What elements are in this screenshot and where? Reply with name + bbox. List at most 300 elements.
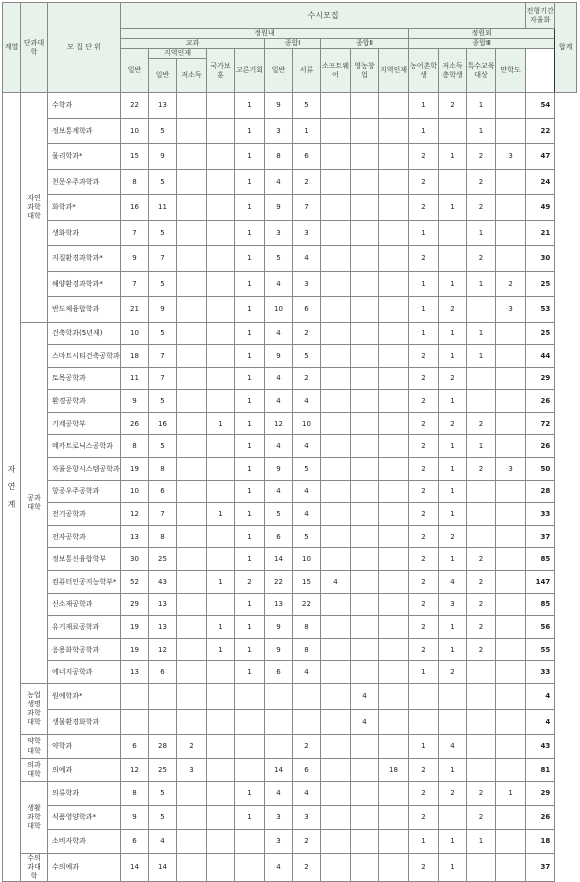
quota-cell: 1 [496, 781, 526, 805]
quota-cell [177, 246, 207, 272]
quota-cell: 2 [409, 367, 439, 390]
header-in-quota: 정원내 [121, 29, 409, 39]
quota-cell: 2 [496, 271, 526, 297]
quota-cell [351, 195, 379, 221]
table-row [3, 684, 577, 710]
quota-cell [409, 684, 439, 710]
quota-cell: 5 [293, 345, 321, 368]
total-cell: 29 [526, 367, 555, 390]
quota-cell: 19 [121, 616, 149, 639]
quota-cell: 1 [235, 367, 265, 390]
quota-cell: 1 [439, 435, 467, 458]
quota-cell: 1 [235, 144, 265, 170]
table-row [3, 525, 577, 548]
quota-cell: 30 [121, 548, 149, 571]
college-cell [21, 781, 48, 853]
quota-cell: 11 [149, 195, 177, 221]
quota-cell: 13 [121, 525, 149, 548]
total-cell: 28 [526, 480, 555, 503]
quota-cell: 22 [121, 93, 149, 119]
table-row [3, 709, 577, 735]
quota-cell: 3 [496, 144, 526, 170]
quota-cell [207, 805, 235, 829]
quota-cell: 2 [409, 853, 439, 881]
unit-name: 건축학과(5년제) [48, 322, 121, 345]
quota-cell [351, 458, 379, 481]
quota-cell: 9 [121, 246, 149, 272]
quota-cell [177, 525, 207, 548]
quota-cell: 5 [149, 322, 177, 345]
quota-cell: 1 [439, 195, 467, 221]
quota-cell [379, 684, 409, 710]
quota-cell: 2 [467, 169, 496, 195]
quota-cell [379, 525, 409, 548]
quota-cell [351, 548, 379, 571]
quota-cell: 2 [439, 367, 467, 390]
quota-cell [379, 297, 409, 323]
table-row [3, 169, 577, 195]
header-comp2: 종합Ⅱ [321, 39, 409, 49]
total-cell: 50 [526, 458, 555, 481]
quota-cell [379, 390, 409, 413]
table-row [3, 144, 577, 170]
quota-cell [177, 271, 207, 297]
quota-cell [207, 709, 235, 735]
college-cell [21, 853, 48, 881]
quota-cell: 1 [235, 435, 265, 458]
quota-cell: 6 [149, 480, 177, 503]
quota-cell: 1 [235, 169, 265, 195]
header-whole-year: 전형기간 자율화 [526, 3, 555, 29]
quota-cell: 25 [149, 548, 177, 571]
col-header: 일반 [121, 49, 149, 93]
admissions-table [2, 2, 577, 882]
unit-name: 기계공학부 [48, 412, 121, 435]
quota-cell: 15 [121, 144, 149, 170]
quota-cell [177, 390, 207, 413]
quota-cell [177, 93, 207, 119]
quota-cell: 3 [293, 220, 321, 246]
college-cell [21, 322, 48, 684]
quota-cell: 26 [121, 412, 149, 435]
total-cell: 37 [526, 525, 555, 548]
table-row [3, 616, 577, 639]
table-row [3, 548, 577, 571]
quota-cell: 5 [149, 271, 177, 297]
quota-cell [379, 144, 409, 170]
quota-cell [379, 480, 409, 503]
quota-cell [351, 93, 379, 119]
unit-name: 소비자학과 [48, 829, 121, 853]
unit-name: 자율운항시스템공학과 [48, 458, 121, 481]
col-header: 소프트웨어 [321, 49, 351, 93]
quota-cell [496, 684, 526, 710]
quota-cell: 4 [351, 684, 379, 710]
quota-cell: 2 [409, 246, 439, 272]
unit-name: 천문우주과학과 [48, 169, 121, 195]
quota-cell [379, 458, 409, 481]
quota-cell [177, 322, 207, 345]
quota-cell [321, 195, 351, 221]
total-cell: 54 [526, 93, 555, 119]
quota-cell: 3 [177, 759, 207, 782]
quota-cell: 5 [149, 435, 177, 458]
quota-cell [321, 271, 351, 297]
table-row [3, 93, 577, 119]
unit-name: 의예과 [48, 759, 121, 782]
total-cell: 33 [526, 661, 555, 684]
quota-cell [496, 709, 526, 735]
unit-name: 신소재공학과 [48, 593, 121, 616]
quota-cell [321, 684, 351, 710]
quota-cell [149, 709, 177, 735]
quota-cell [351, 271, 379, 297]
quota-cell [177, 829, 207, 853]
quota-cell: 1 [467, 829, 496, 853]
quota-cell [496, 246, 526, 272]
quota-cell [207, 390, 235, 413]
quota-cell [496, 118, 526, 144]
quota-cell: 1 [235, 548, 265, 571]
quota-cell: 2 [439, 297, 467, 323]
quota-cell: 9 [149, 144, 177, 170]
quota-cell: 10 [121, 322, 149, 345]
quota-cell: 13 [149, 593, 177, 616]
quota-cell [351, 220, 379, 246]
quota-cell: 5 [149, 781, 177, 805]
quota-cell: 12 [121, 503, 149, 526]
quota-cell: 5 [149, 805, 177, 829]
quota-cell [293, 709, 321, 735]
quota-cell: 13 [265, 593, 293, 616]
quota-cell: 4 [351, 709, 379, 735]
quota-cell: 3 [496, 458, 526, 481]
quota-cell: 2 [467, 548, 496, 571]
quota-cell: 1 [235, 412, 265, 435]
col-header: 고른기회 [235, 49, 265, 93]
quota-cell: 2 [409, 458, 439, 481]
unit-name: 수의예과 [48, 853, 121, 881]
quota-cell [177, 435, 207, 458]
quota-cell [379, 805, 409, 829]
quota-cell: 2 [409, 195, 439, 221]
quota-cell [207, 759, 235, 782]
quota-cell [207, 829, 235, 853]
quota-cell: 2 [235, 571, 265, 594]
quota-cell [207, 525, 235, 548]
quota-cell [351, 169, 379, 195]
table-row [3, 458, 577, 481]
quota-cell [235, 684, 265, 710]
quota-cell [351, 246, 379, 272]
quota-cell: 16 [149, 412, 177, 435]
quota-cell [351, 593, 379, 616]
unit-name: 스마트시티건축공학과 [48, 345, 121, 368]
quota-cell: 1 [409, 220, 439, 246]
quota-cell [496, 661, 526, 684]
quota-cell [177, 412, 207, 435]
quota-cell [467, 853, 496, 881]
total-cell: 53 [526, 297, 555, 323]
quota-cell [351, 367, 379, 390]
quota-cell [149, 684, 177, 710]
table-row [3, 246, 577, 272]
quota-cell: 6 [149, 661, 177, 684]
quota-cell: 5 [293, 525, 321, 548]
quota-cell: 1 [235, 345, 265, 368]
quota-cell: 2 [439, 93, 467, 119]
quota-cell: 1 [235, 458, 265, 481]
quota-cell [207, 93, 235, 119]
quota-cell [265, 709, 293, 735]
quota-cell [321, 781, 351, 805]
unit-name: 약학과 [48, 735, 121, 759]
quota-cell [321, 735, 351, 759]
total-cell: 47 [526, 144, 555, 170]
quota-cell [321, 829, 351, 853]
quota-cell: 2 [409, 781, 439, 805]
college-cell [21, 759, 48, 782]
quota-cell: 1 [235, 503, 265, 526]
quota-cell [351, 735, 379, 759]
quota-cell: 1 [409, 297, 439, 323]
quota-cell: 1 [235, 322, 265, 345]
quota-cell: 1 [235, 638, 265, 661]
quota-cell [351, 525, 379, 548]
quota-cell: 2 [293, 169, 321, 195]
quota-cell [177, 638, 207, 661]
quota-cell: 1 [439, 480, 467, 503]
total-cell: 85 [526, 593, 555, 616]
quota-cell: 7 [149, 367, 177, 390]
unit-name: 원예학과* [48, 684, 121, 710]
quota-cell: 6 [265, 525, 293, 548]
header-comp1: 종합Ⅰ [265, 39, 321, 49]
quota-cell [177, 781, 207, 805]
quota-cell [496, 805, 526, 829]
quota-cell [321, 93, 351, 119]
total-cell: 25 [526, 271, 555, 297]
quota-cell [177, 616, 207, 639]
quota-cell: 1 [409, 271, 439, 297]
quota-cell [351, 390, 379, 413]
quota-cell: 2 [467, 638, 496, 661]
quota-cell [321, 458, 351, 481]
quota-cell: 52 [121, 571, 149, 594]
quota-cell: 1 [235, 616, 265, 639]
quota-cell: 25 [149, 759, 177, 782]
quota-cell [207, 169, 235, 195]
quota-cell: 1 [467, 322, 496, 345]
total-cell: 22 [526, 118, 555, 144]
total-cell: 33 [526, 503, 555, 526]
quota-cell [496, 435, 526, 458]
table-row [3, 638, 577, 661]
unit-name: 환경공학과 [48, 390, 121, 413]
quota-cell: 5 [149, 390, 177, 413]
quota-cell [177, 169, 207, 195]
table-row [3, 367, 577, 390]
quota-cell [177, 805, 207, 829]
quota-cell: 1 [207, 412, 235, 435]
quota-cell: 4 [439, 571, 467, 594]
quota-cell [379, 571, 409, 594]
quota-cell [321, 525, 351, 548]
quota-cell [496, 616, 526, 639]
college-cell [21, 735, 48, 759]
quota-cell [439, 684, 467, 710]
quota-cell [177, 367, 207, 390]
quota-cell: 8 [293, 616, 321, 639]
quota-cell [177, 195, 207, 221]
quota-cell: 2 [409, 548, 439, 571]
total-cell: 26 [526, 390, 555, 413]
quota-cell [467, 525, 496, 548]
col-header: 영농창업 [351, 49, 379, 93]
table-row [3, 571, 577, 594]
table-row [3, 195, 577, 221]
quota-cell [321, 246, 351, 272]
total-cell: 25 [526, 322, 555, 345]
col-header: 농어촌학생 [409, 49, 439, 93]
quota-cell: 4 [439, 735, 467, 759]
quota-cell [207, 781, 235, 805]
quota-cell: 19 [121, 458, 149, 481]
quota-cell [265, 684, 293, 710]
table-row [3, 412, 577, 435]
quota-cell [496, 548, 526, 571]
total-cell: 30 [526, 246, 555, 272]
quota-cell [351, 829, 379, 853]
quota-cell [496, 735, 526, 759]
quota-cell: 1 [293, 118, 321, 144]
quota-cell: 5 [149, 118, 177, 144]
quota-cell: 4 [293, 480, 321, 503]
unit-name: 수학과 [48, 93, 121, 119]
unit-name: 메카트로닉스공학과 [48, 435, 121, 458]
quota-cell [467, 367, 496, 390]
col-header: 저소득층학생 [439, 49, 467, 93]
col-header: 지역인재 [379, 49, 409, 93]
quota-cell: 2 [467, 144, 496, 170]
quota-cell: 1 [439, 390, 467, 413]
table-row [3, 322, 577, 345]
quota-cell [379, 435, 409, 458]
quota-cell [321, 118, 351, 144]
quota-cell: 6 [121, 829, 149, 853]
quota-cell [496, 93, 526, 119]
quota-cell: 2 [409, 390, 439, 413]
quota-cell [351, 503, 379, 526]
quota-cell [496, 480, 526, 503]
table-row [3, 480, 577, 503]
quota-cell: 7 [121, 271, 149, 297]
quota-cell [439, 709, 467, 735]
quota-cell [496, 525, 526, 548]
quota-cell [177, 571, 207, 594]
quota-cell [379, 169, 409, 195]
quota-cell: 2 [177, 735, 207, 759]
college-cell [21, 684, 48, 735]
quota-cell [379, 735, 409, 759]
total-cell: 72 [526, 412, 555, 435]
quota-cell [379, 853, 409, 881]
quota-cell [467, 759, 496, 782]
quota-cell: 4 [265, 390, 293, 413]
quota-cell [207, 435, 235, 458]
quota-cell: 4 [149, 829, 177, 853]
field-label: 자 연 계 [7, 464, 16, 509]
quota-cell [496, 345, 526, 368]
quota-cell: 12 [149, 638, 177, 661]
unit-name: 생화학과 [48, 220, 121, 246]
quota-cell [467, 709, 496, 735]
quota-cell [235, 759, 265, 782]
quota-cell [467, 661, 496, 684]
quota-cell: 2 [409, 169, 439, 195]
quota-cell [351, 345, 379, 368]
quota-cell: 1 [235, 390, 265, 413]
quota-cell [379, 322, 409, 345]
quota-cell: 1 [235, 297, 265, 323]
quota-cell: 7 [149, 246, 177, 272]
quota-cell [207, 297, 235, 323]
header-regional: 지역인재 [149, 49, 207, 59]
col-header: 만학도 [496, 49, 526, 93]
quota-cell: 4 [321, 571, 351, 594]
quota-cell [351, 571, 379, 594]
quota-cell [379, 195, 409, 221]
quota-cell [379, 412, 409, 435]
quota-cell: 21 [121, 297, 149, 323]
college-cell [21, 93, 48, 323]
quota-cell: 2 [439, 525, 467, 548]
quota-cell: 22 [293, 593, 321, 616]
quota-cell: 4 [265, 271, 293, 297]
quota-cell: 13 [149, 93, 177, 119]
header-subject: 교과 [121, 39, 265, 49]
quota-cell [379, 367, 409, 390]
quota-cell: 5 [265, 503, 293, 526]
total-cell: 26 [526, 435, 555, 458]
quota-cell: 3 [265, 829, 293, 853]
quota-cell [207, 322, 235, 345]
quota-cell [321, 435, 351, 458]
quota-cell [207, 458, 235, 481]
quota-cell [467, 684, 496, 710]
college-label: 농업생명과학대학 [27, 690, 41, 727]
quota-cell [321, 709, 351, 735]
quota-cell [207, 367, 235, 390]
quota-cell: 9 [265, 195, 293, 221]
quota-cell: 2 [409, 480, 439, 503]
quota-cell [467, 390, 496, 413]
quota-cell: 9 [265, 616, 293, 639]
quota-cell: 1 [235, 525, 265, 548]
quota-cell [379, 503, 409, 526]
quota-cell: 2 [409, 503, 439, 526]
quota-cell: 1 [235, 271, 265, 297]
quota-cell: 3 [496, 297, 526, 323]
header-unit: 모 집 단 위 [48, 3, 121, 93]
quota-cell [321, 638, 351, 661]
quota-cell: 4 [293, 390, 321, 413]
quota-cell: 2 [467, 593, 496, 616]
quota-cell: 2 [293, 735, 321, 759]
quota-cell [496, 367, 526, 390]
quota-cell [207, 144, 235, 170]
col-header: 일반 [265, 49, 293, 93]
